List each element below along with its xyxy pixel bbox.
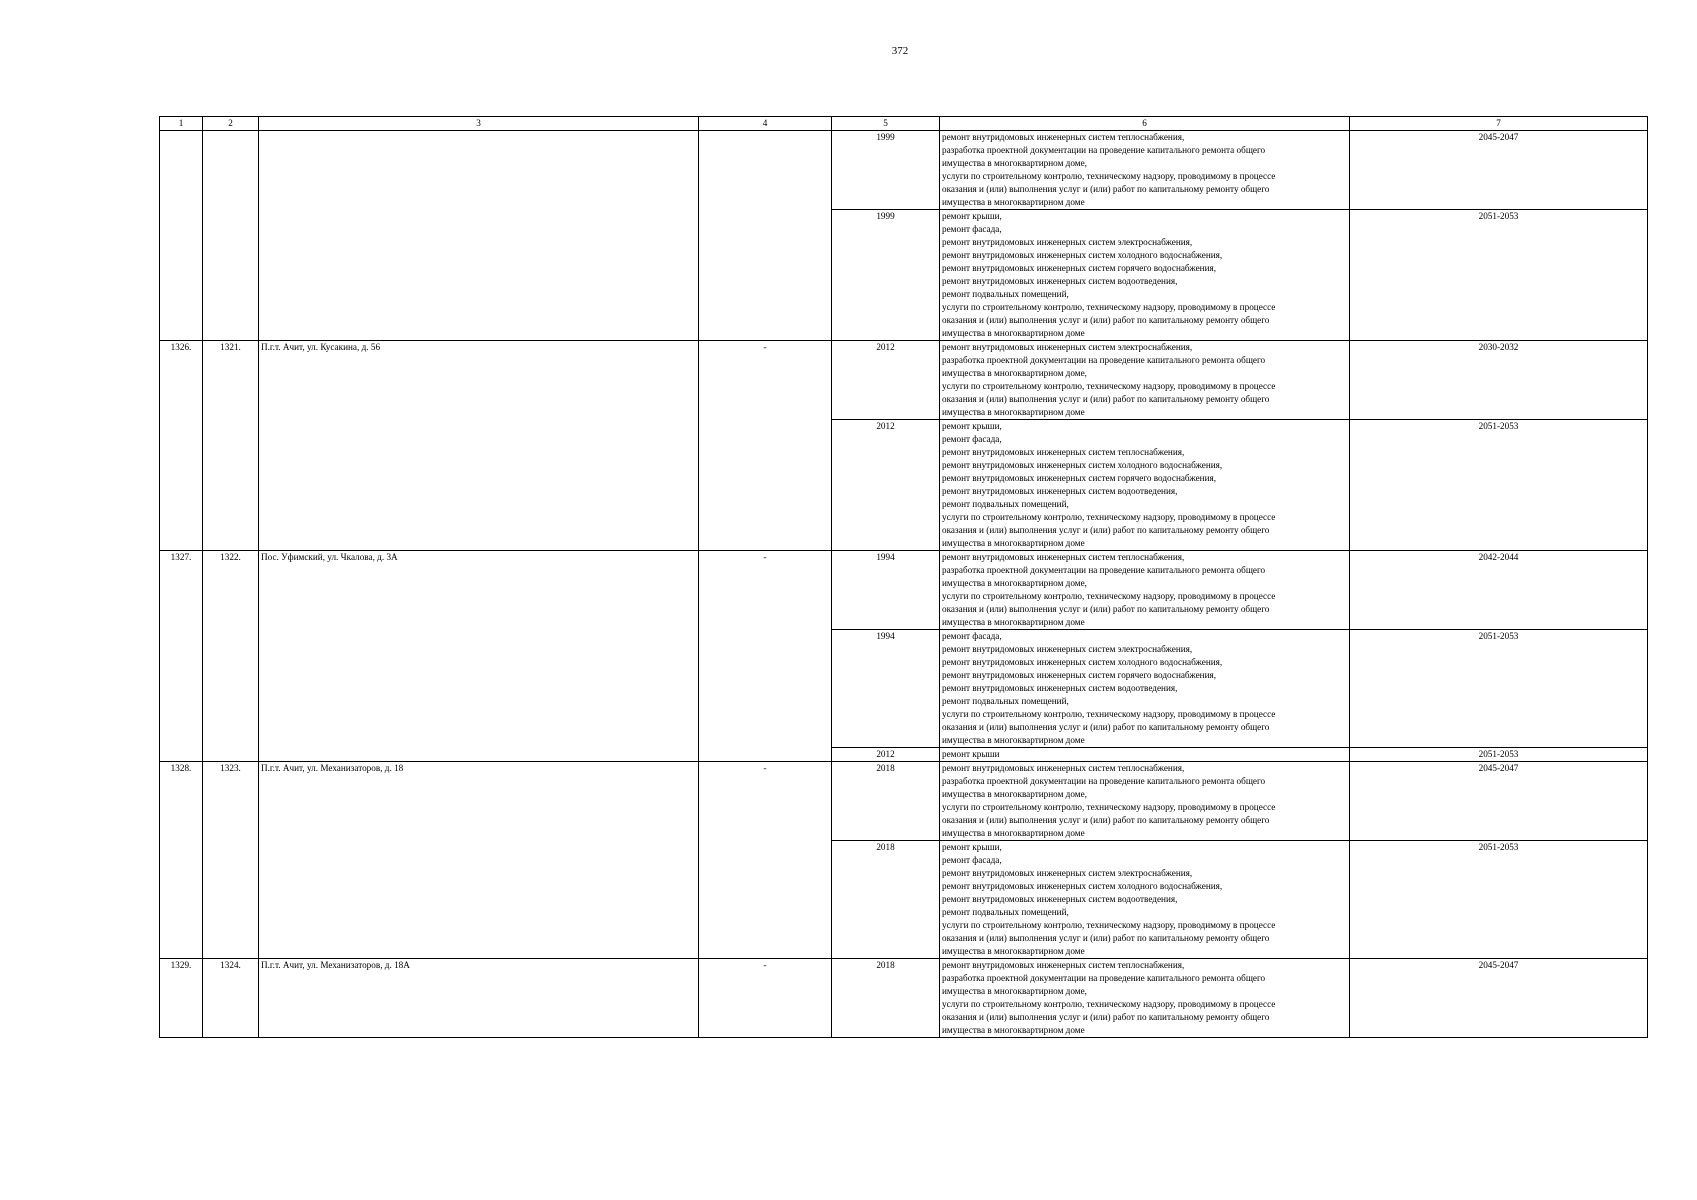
work-item: услуги по строительному контролю, техническому надзору, проводимому в процессе bbox=[942, 591, 1276, 601]
works-cell bbox=[940, 841, 1350, 959]
house-address bbox=[259, 131, 699, 341]
column-4-value: - bbox=[699, 762, 832, 959]
work-item: услуги по строительному контролю, техническому надзору, проводимому в процессе bbox=[942, 920, 1276, 930]
column-header: 4 bbox=[699, 117, 832, 131]
year-cell: 1994 bbox=[832, 630, 940, 748]
column-header: 5 bbox=[832, 117, 940, 131]
work-item: оказания и (или) выполнения услуг и (или) работ по капитальному ремонту общего bbox=[942, 525, 1270, 535]
period-cell: 2051-2053 bbox=[1350, 748, 1648, 762]
work-item: имущества в многоквартирном доме bbox=[942, 946, 1085, 956]
work-item: имущества в многоквартирном доме bbox=[942, 1025, 1085, 1035]
house-address: П.г.т. Ачит, ул. Механизаторов, д. 18 bbox=[259, 762, 699, 959]
period-cell: 2042-2044 bbox=[1350, 551, 1648, 630]
year-cell: 2018 bbox=[832, 959, 940, 1038]
work-item: оказания и (или) выполнения услуг и (или) работ по капитальному ремонту общего bbox=[942, 722, 1270, 732]
work-item: ремонт внутридомовых инженерных систем электроснабжения, bbox=[942, 342, 1193, 352]
work-item: оказания и (или) выполнения услуг и (или) работ по капитальному ремонту общего bbox=[942, 815, 1270, 825]
work-item: ремонт внутридомовых инженерных систем водоотведения, bbox=[942, 276, 1178, 286]
work-item: ремонт внутридомовых инженерных систем горячего водоснабжения, bbox=[942, 263, 1217, 273]
work-item: ремонт внутридомовых инженерных систем теплоснабжения, bbox=[942, 132, 1185, 142]
period-cell: 2045-2047 bbox=[1350, 959, 1648, 1038]
work-item: имущества в многоквартирном доме, bbox=[942, 986, 1087, 996]
work-item: ремонт внутридомовых инженерных систем теплоснабжения, bbox=[942, 960, 1185, 970]
house-address: П.г.т. Ачит, ул. Механизаторов, д. 18А bbox=[259, 959, 699, 1038]
work-item: ремонт внутридомовых инженерных систем теплоснабжения, bbox=[942, 763, 1185, 773]
works-cell bbox=[940, 762, 1350, 841]
row-number bbox=[160, 131, 203, 341]
house-number bbox=[203, 131, 259, 341]
works-cell bbox=[940, 131, 1350, 210]
work-item: ремонт фасада, bbox=[942, 434, 1002, 444]
column-header: 3 bbox=[259, 117, 699, 131]
column-header: 1 bbox=[160, 117, 203, 131]
row-number: 1327. bbox=[160, 551, 203, 762]
works-cell bbox=[940, 959, 1350, 1038]
period-cell: 2051-2053 bbox=[1350, 210, 1648, 341]
work-item: разработка проектной документации на проведение капитального ремонта общего bbox=[942, 565, 1266, 575]
year-cell: 2018 bbox=[832, 841, 940, 959]
work-item: оказания и (или) выполнения услуг и (или) работ по капитальному ремонту общего bbox=[942, 1012, 1270, 1022]
works-cell bbox=[940, 551, 1350, 630]
register-body bbox=[160, 131, 1648, 1038]
row-number: 1326. bbox=[160, 341, 203, 551]
work-item: ремонт внутридомовых инженерных систем водоотведения, bbox=[942, 486, 1178, 496]
house-address: П.г.т. Ачит, ул. Кусакина, д. 56 bbox=[259, 341, 699, 551]
work-item: ремонт фасада, bbox=[942, 855, 1002, 865]
column-4-value: - bbox=[699, 341, 832, 551]
work-item: ремонт подвальных помещений, bbox=[942, 289, 1069, 299]
work-item: услуги по строительному контролю, техническому надзору, проводимому в процессе bbox=[942, 802, 1276, 812]
work-item: ремонт внутридомовых инженерных систем электроснабжения, bbox=[942, 868, 1193, 878]
register-table bbox=[159, 116, 1648, 1038]
work-item: разработка проектной документации на проведение капитального ремонта общего bbox=[942, 776, 1266, 786]
work-item: ремонт подвальных помещений, bbox=[942, 696, 1069, 706]
work-item: услуги по строительному контролю, техническому надзору, проводимому в процессе bbox=[942, 512, 1276, 522]
work-item: ремонт подвальных помещений, bbox=[942, 907, 1069, 917]
year-cell: 1999 bbox=[832, 131, 940, 210]
works-cell bbox=[940, 420, 1350, 551]
table-row bbox=[160, 959, 1648, 1038]
work-item: имущества в многоквартирном доме bbox=[942, 617, 1085, 627]
work-item: оказания и (или) выполнения услуг и (или) работ по капитальному ремонту общего bbox=[942, 394, 1270, 404]
work-item: имущества в многоквартирном доме bbox=[942, 538, 1085, 548]
work-item: ремонт фасада, bbox=[942, 224, 1002, 234]
column-header: 2 bbox=[203, 117, 259, 131]
column-4-value: - bbox=[699, 551, 832, 762]
page-number: 372 bbox=[891, 45, 909, 57]
work-item: ремонт крыши, bbox=[942, 211, 1002, 221]
work-item: имущества в многоквартирном доме, bbox=[942, 368, 1087, 378]
work-item: услуги по строительному контролю, техническому надзору, проводимому в процессе bbox=[942, 709, 1276, 719]
work-item: ремонт крыши bbox=[942, 749, 1000, 759]
works-cell bbox=[940, 341, 1350, 420]
work-item: ремонт внутридомовых инженерных систем электроснабжения, bbox=[942, 644, 1193, 654]
work-item: ремонт внутридомовых инженерных систем холодного водоснабжения, bbox=[942, 657, 1223, 667]
column-4-value bbox=[699, 131, 832, 341]
year-cell: 2012 bbox=[832, 420, 940, 551]
work-item: разработка проектной документации на проведение капитального ремонта общего bbox=[942, 973, 1266, 983]
period-cell: 2045-2047 bbox=[1350, 762, 1648, 841]
work-item: ремонт внутридомовых инженерных систем холодного водоснабжения, bbox=[942, 250, 1223, 260]
work-item: ремонт подвальных помещений, bbox=[942, 499, 1069, 509]
work-item: услуги по строительному контролю, техническому надзору, проводимому в процессе bbox=[942, 999, 1276, 1009]
work-item: ремонт внутридомовых инженерных систем водоотведения, bbox=[942, 894, 1178, 904]
column-header: 7 bbox=[1350, 117, 1648, 131]
period-cell: 2030-2032 bbox=[1350, 341, 1648, 420]
table-row bbox=[160, 762, 1648, 841]
work-item: разработка проектной документации на проведение капитального ремонта общего bbox=[942, 145, 1266, 155]
work-item: услуги по строительному контролю, техническому надзору, проводимому в процессе bbox=[942, 171, 1276, 181]
work-item: ремонт внутридомовых инженерных систем теплоснабжения, bbox=[942, 552, 1185, 562]
column-4-value: - bbox=[699, 959, 832, 1038]
work-item: ремонт внутридомовых инженерных систем водоотведения, bbox=[942, 683, 1178, 693]
table-row bbox=[160, 551, 1648, 630]
year-cell: 1999 bbox=[832, 210, 940, 341]
work-item: ремонт внутридомовых инженерных систем холодного водоснабжения, bbox=[942, 460, 1223, 470]
period-cell: 2051-2053 bbox=[1350, 630, 1648, 748]
period-cell: 2051-2053 bbox=[1350, 841, 1648, 959]
work-item: ремонт внутридомовых инженерных систем холодного водоснабжения, bbox=[942, 881, 1223, 891]
works-cell bbox=[940, 210, 1350, 341]
work-item: ремонт крыши, bbox=[942, 421, 1002, 431]
work-item: оказания и (или) выполнения услуг и (или) работ по капитальному ремонту общего bbox=[942, 933, 1270, 943]
work-item: разработка проектной документации на проведение капитального ремонта общего bbox=[942, 355, 1266, 365]
work-item: имущества в многоквартирном доме bbox=[942, 197, 1085, 207]
row-number: 1329. bbox=[160, 959, 203, 1038]
work-item: имущества в многоквартирном доме, bbox=[942, 789, 1087, 799]
work-item: ремонт внутридомовых инженерных систем горячего водоснабжения, bbox=[942, 473, 1217, 483]
work-item: ремонт крыши, bbox=[942, 842, 1002, 852]
table-row bbox=[160, 131, 1648, 210]
work-item: имущества в многоквартирном доме bbox=[942, 328, 1085, 338]
work-item: услуги по строительному контролю, техническому надзору, проводимому в процессе bbox=[942, 302, 1276, 312]
year-cell: 2012 bbox=[832, 341, 940, 420]
works-cell bbox=[940, 630, 1350, 748]
work-item: оказания и (или) выполнения услуг и (или) работ по капитальному ремонту общего bbox=[942, 315, 1270, 325]
works-cell bbox=[940, 748, 1350, 762]
house-number: 1323. bbox=[203, 762, 259, 959]
table-row bbox=[160, 341, 1648, 420]
work-item: имущества в многоквартирном доме bbox=[942, 407, 1085, 417]
period-cell: 2051-2053 bbox=[1350, 420, 1648, 551]
row-number: 1328. bbox=[160, 762, 203, 959]
house-address: Пос. Уфимский, ул. Чкалова, д. 3А bbox=[259, 551, 699, 762]
work-item: имущества в многоквартирном доме, bbox=[942, 158, 1087, 168]
house-number: 1321. bbox=[203, 341, 259, 551]
work-item: имущества в многоквартирном доме bbox=[942, 828, 1085, 838]
work-item: услуги по строительному контролю, техническому надзору, проводимому в процессе bbox=[942, 381, 1276, 391]
work-item: имущества в многоквартирном доме, bbox=[942, 578, 1087, 588]
work-item: оказания и (или) выполнения услуг и (или) работ по капитальному ремонту общего bbox=[942, 184, 1270, 194]
year-cell: 2012 bbox=[832, 748, 940, 762]
house-number: 1322. bbox=[203, 551, 259, 762]
work-item: оказания и (или) выполнения услуг и (или) работ по капитальному ремонту общего bbox=[942, 604, 1270, 614]
year-cell: 2018 bbox=[832, 762, 940, 841]
work-item: ремонт внутридомовых инженерных систем теплоснабжения, bbox=[942, 447, 1185, 457]
work-item: ремонт фасада, bbox=[942, 631, 1002, 641]
column-header: 6 bbox=[940, 117, 1350, 131]
period-cell: 2045-2047 bbox=[1350, 131, 1648, 210]
header-row bbox=[160, 117, 1648, 131]
work-item: ремонт внутридомовых инженерных систем электроснабжения, bbox=[942, 237, 1193, 247]
work-item: ремонт внутридомовых инженерных систем горячего водоснабжения, bbox=[942, 670, 1217, 680]
work-item: имущества в многоквартирном доме bbox=[942, 735, 1085, 745]
house-number: 1324. bbox=[203, 959, 259, 1038]
year-cell: 1994 bbox=[832, 551, 940, 630]
